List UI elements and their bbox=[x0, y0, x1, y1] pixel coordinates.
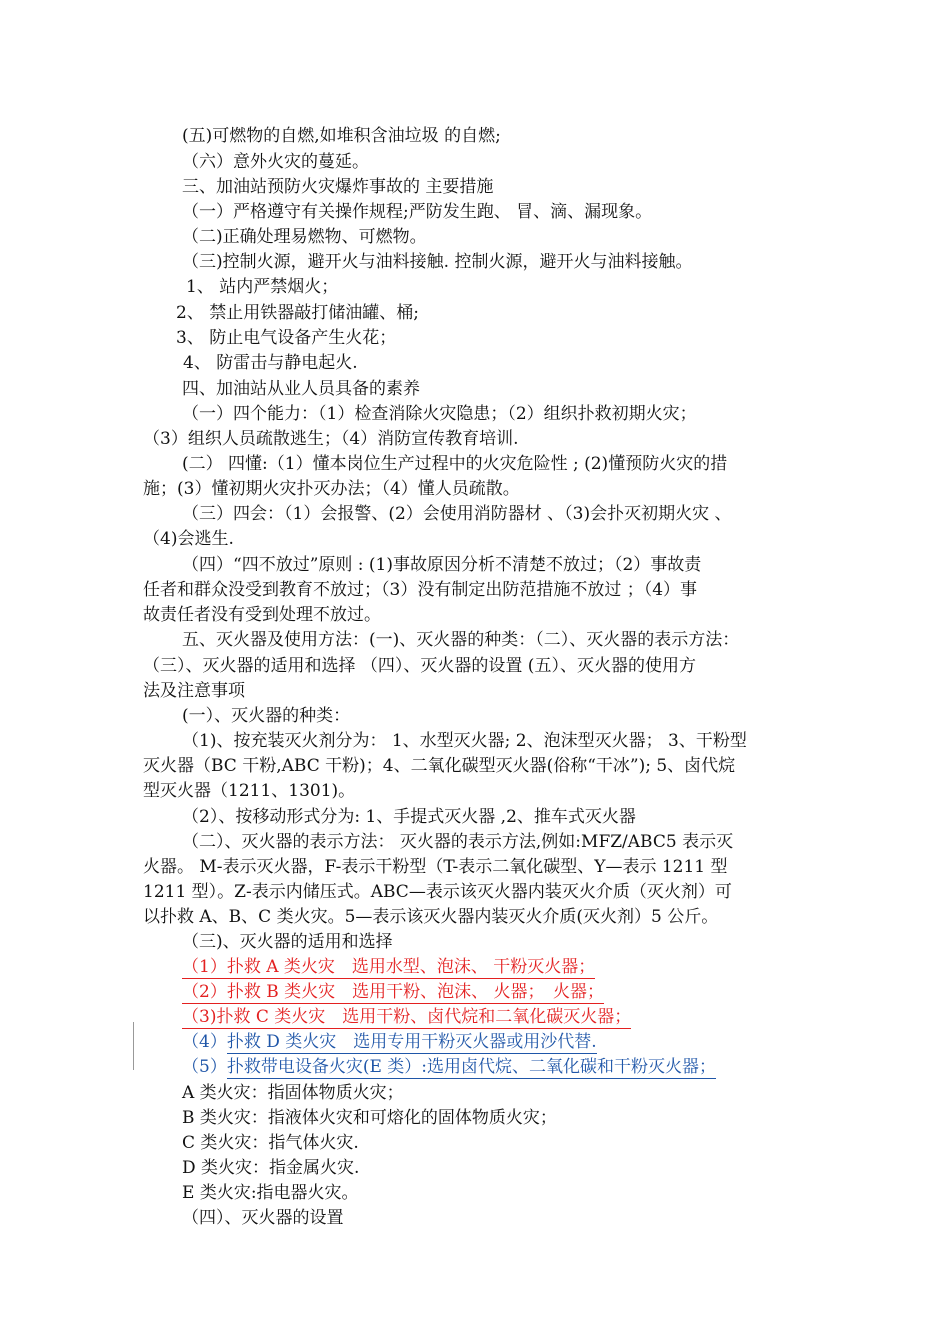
text-line: （四）、灭火器的设置 bbox=[182, 1208, 344, 1228]
text-line: 任者和群众没受到教育不放过；（3）没有制定出防范措施不放过 ；（4）事 bbox=[143, 580, 698, 600]
tracked-change-text: 扑救 D 类火灾 选用专用干粉灭火器或用沙代替. bbox=[226, 1032, 597, 1052]
text-line: 施；(3）懂初期火灾扑灭办法；（4）懂人员疏散。 bbox=[143, 479, 520, 499]
text-line: A 类火灾：指固体物质火灾； bbox=[182, 1083, 404, 1103]
text-line: （三)、灭火器的适用和选择 bbox=[182, 932, 393, 952]
list-item: 3、 防止电气设备产生火花； bbox=[176, 328, 397, 348]
text-line: （六）意外火灾的蔓延。 bbox=[182, 152, 369, 172]
list-item: 1、 站内严禁烟火； bbox=[186, 277, 339, 297]
text-line: （四）“四不放过”原则 : (1)事故原因分析不清楚不放过；（2）事故责 bbox=[182, 555, 702, 575]
list-item: 2、 禁止用铁器敲打储油罐、桶; bbox=[176, 303, 419, 323]
text-line: （1)、按充装灭火剂分为： 1、水型灭火器; 2、泡沫型灭火器； 3、干粉型 bbox=[182, 731, 747, 751]
text-line: （二）、灭火器的表示方法： 灭火器的表示方法,例如:MFZ/ABC5 表示灭 bbox=[182, 832, 734, 852]
change-bar bbox=[133, 1022, 134, 1070]
text-line: （三)控制火源，避开火与油料接触. 控制火源，避开火与油料接触。 bbox=[182, 252, 693, 272]
list-number: （5） bbox=[182, 1057, 227, 1077]
text-line: （二)正确处理易燃物、可燃物。 bbox=[182, 227, 427, 247]
text-line: （3）组织人员疏散逃生；（4）消防宣传教育培训. bbox=[143, 429, 519, 449]
text-line: (二） 四懂:（1）懂本岗位生产过程中的火灾危险性 ; (2)懂预防火灾的措 bbox=[182, 454, 728, 474]
text-line: （4)会逃生. bbox=[143, 529, 234, 549]
text-line: 法及注意事项 bbox=[143, 681, 245, 701]
text-line: （一）严格遵守有关操作规程;严防发生跑、 冒、滴、漏现象。 bbox=[182, 202, 653, 222]
text-line: 以扑救 A、B、C 类火灾。5—表示该灭火器内装灭火介质(灭火剂）5 公斤。 bbox=[143, 907, 719, 927]
text-line: 故责任者没有受到处理不放过。 bbox=[143, 605, 381, 625]
tracked-insert-text: （1）扑救 A 类火灾 选用水型、泡沫、 干粉灭火器； bbox=[182, 957, 596, 977]
list-item: 4、 防雷击与静电起火. bbox=[183, 353, 358, 373]
section-heading: 四、加油站从业人员具备的素养 bbox=[182, 379, 420, 399]
section-heading: 三、加油站预防火灾爆炸事故的 主要措施 bbox=[182, 177, 494, 197]
tracked-change-text: 扑救带电设备火灾(E 类）:选用卤代烷、二氧化碳和干粉灭火器； bbox=[226, 1057, 717, 1077]
text-line: （2）、按移动形式分为: 1、手提式灭火器 ,2、推车式灭火器 bbox=[182, 807, 636, 827]
list-number: （4） bbox=[182, 1032, 227, 1052]
text-line: B 类火灾：指液体火灾和可熔化的固体物质火灾； bbox=[182, 1108, 557, 1128]
text-line: C 类火灾：指气体火灾. bbox=[182, 1133, 359, 1153]
text-line: （一）四个能力：（1）检查消除火灾隐患；（2）组织扑救初期火灾； bbox=[182, 404, 697, 424]
tracked-insert-text: （2）扑救 B 类火灾 选用干粉、泡沫、 火器； 火器； bbox=[182, 982, 605, 1002]
text-line: D 类火灾：指金属火灾. bbox=[182, 1158, 360, 1178]
text-line: E 类火灾:指电器火灾。 bbox=[182, 1183, 359, 1203]
text-line: (五)可燃物的自燃,如堆积含油垃圾 的自燃; bbox=[182, 126, 501, 146]
text-line: 灭火器（BC 干粉,ABC 干粉)；4、二氧化碳型灭火器(俗称“干冰”); 5、卤代烷 bbox=[143, 756, 736, 776]
text-line: （三）、灭火器的适用和选择 （四）、灭火器的设置 (五）、灭火器的使用方 bbox=[143, 656, 696, 676]
section-heading: 五、灭火器及使用方法：(一)、灭火器的种类：（二）、灭火器的表示方法： bbox=[182, 630, 740, 650]
text-line: 火器。 M-表示灭火器，F-表示干粉型（T-表示二氧化碳型、Y—表示 1211 型 bbox=[143, 857, 728, 877]
text-line: 1211 型）。Z-表示内储压式。ABC—表示该灭火器内装灭火介质（灭火剂）可 bbox=[143, 882, 732, 902]
tracked-insert-text: （3)扑救 C 类火灾 选用干粉、卤代烷和二氧化碳灭火器； bbox=[182, 1007, 632, 1027]
text-line: (一）、灭火器的种类： bbox=[182, 706, 351, 726]
text-line: （三）四会：（1）会报警、(2）会使用消防器材 、（3)会扑灭初期火灾 、 bbox=[182, 504, 732, 524]
text-line: 型灭火器（1211、1301)。 bbox=[143, 781, 356, 801]
